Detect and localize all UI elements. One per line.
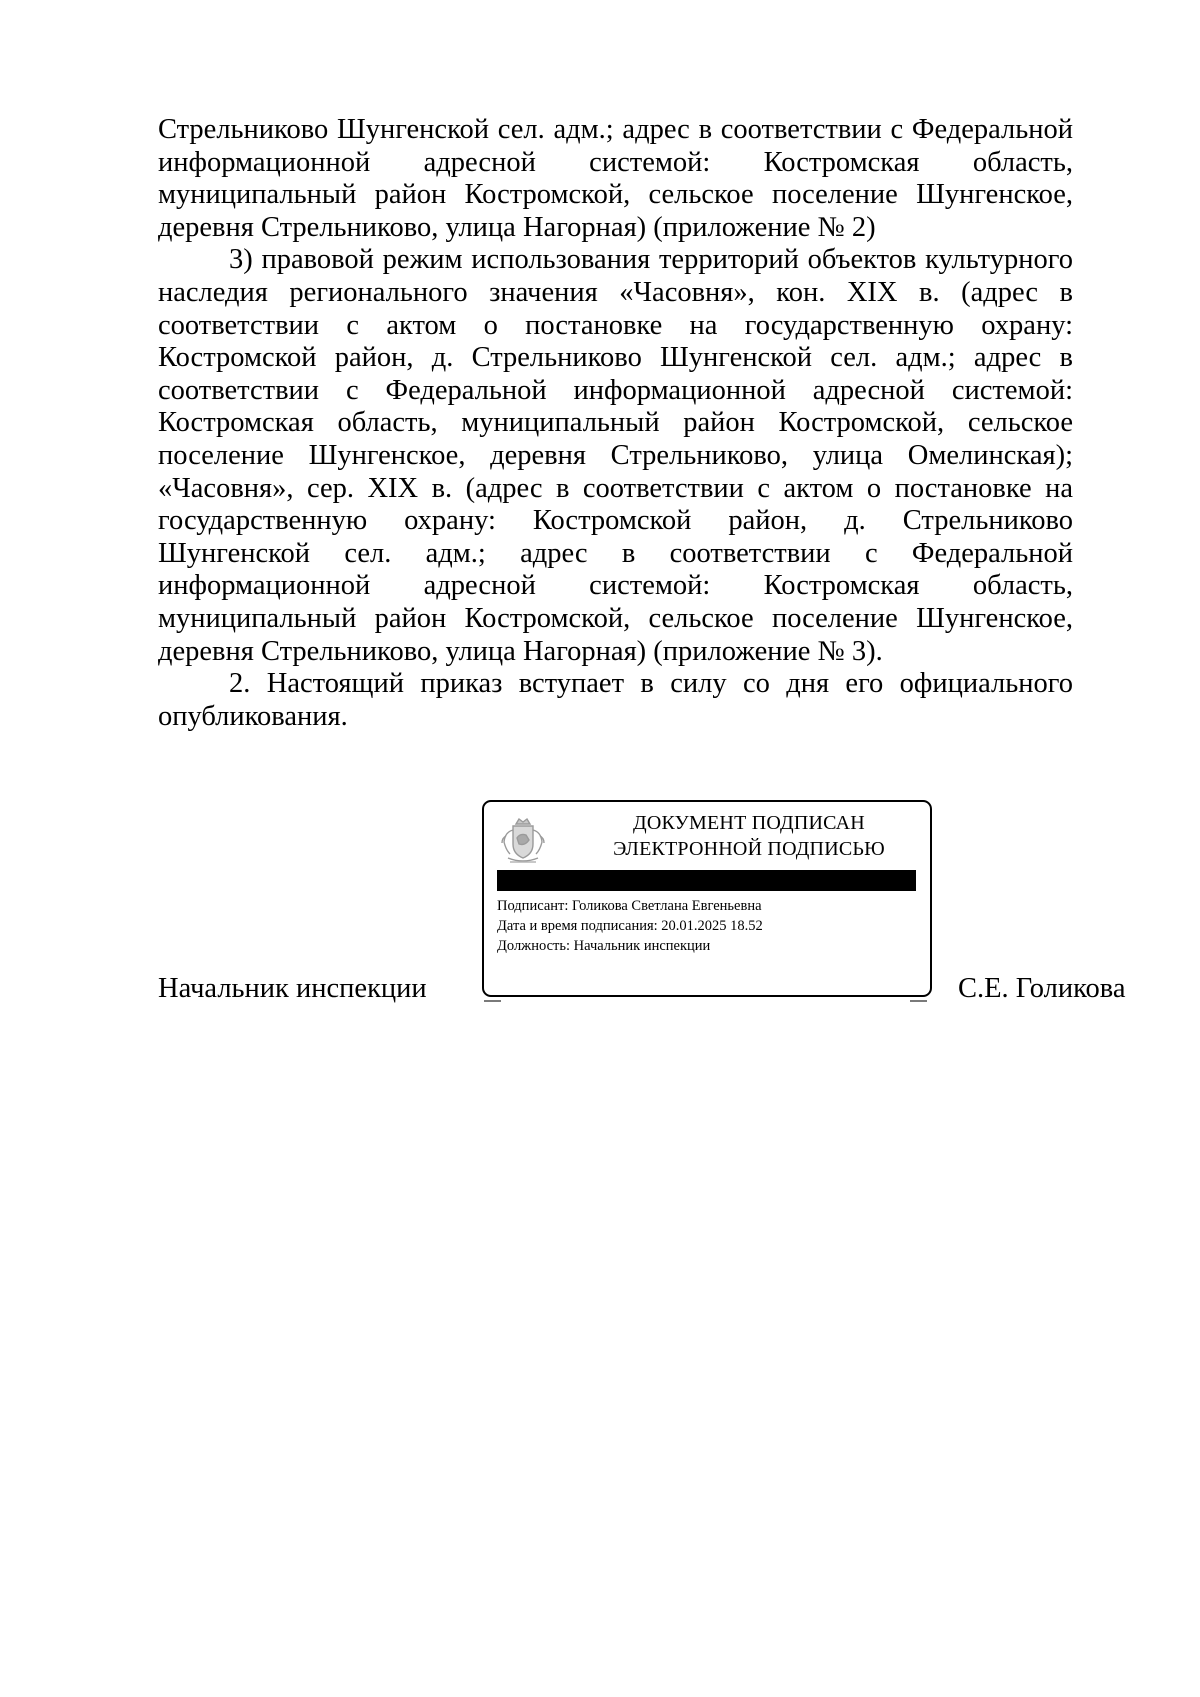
stamp-certificate-bar — [497, 870, 916, 891]
stamp-signing-datetime: Дата и время подписания: 20.01.2025 18.52 — [497, 918, 763, 934]
stamp-corner-tick — [484, 1000, 501, 1002]
stamp-signer: Подписант: Голикова Светлана Евгеньевна — [497, 898, 762, 914]
stamp-position: Должность: Начальник инспекции — [497, 938, 711, 954]
electronic-signature-stamp — [482, 800, 932, 997]
stamp-title-line-2: ЭЛЕКТРОННОЙ ПОДПИСЬЮ — [613, 838, 885, 860]
paragraph-item-3: 3) правовой режим использования территорий объектов культурного наследия регионального значения «Часовня», кон. XIX в. (адрес в соответствии с актом о постановке на государственную охрану: Костромской район, д. Стрельниково Шунгенской сел. адм.; адрес в соответствии с Федеральной информационной адресной системой: Костромская область, муниципальный район Костромской, сельское поселение Шунгенское, деревня Стрельниково, улица Омелинская); «Часовня», сер. XIX в. (адрес в соответствии с актом о постановке на государственную охрану: Костромской район, д. Стрельниково Шунгенской сел. адм.; адрес в соответствии с Федеральной информационной адресной системой: Костромская область, муниципальный район Костромской, сельское поселение Шунгенское, деревня Стрельниково, улица Нагорная) (приложение № 3). — [158, 244, 1073, 667]
stamp-corner-tick — [910, 1000, 927, 1002]
stamp-title-line-1: ДОКУМЕНТ ПОДПИСАН — [633, 812, 865, 834]
paragraph-address-continuation: Стрельниково Шунгенской сел. адм.; адрес в соответствии с Федеральной информационной адресной системой: Костромская область, муниципальный район Костромской, сельское поселение Шунгенское, деревня Стрельниково, улица Нагорная) (приложение № 2) — [158, 114, 1073, 243]
kostroma-coat-of-arms-icon — [498, 812, 548, 867]
paragraph-clause-2: 2. Настоящий приказ вступает в силу со дня его официального опубликования. — [158, 668, 1073, 732]
signer-role: Начальник инспекции — [158, 973, 427, 1004]
signer-name: С.Е. Голикова — [958, 973, 1126, 1004]
document-body — [158, 114, 1073, 733]
